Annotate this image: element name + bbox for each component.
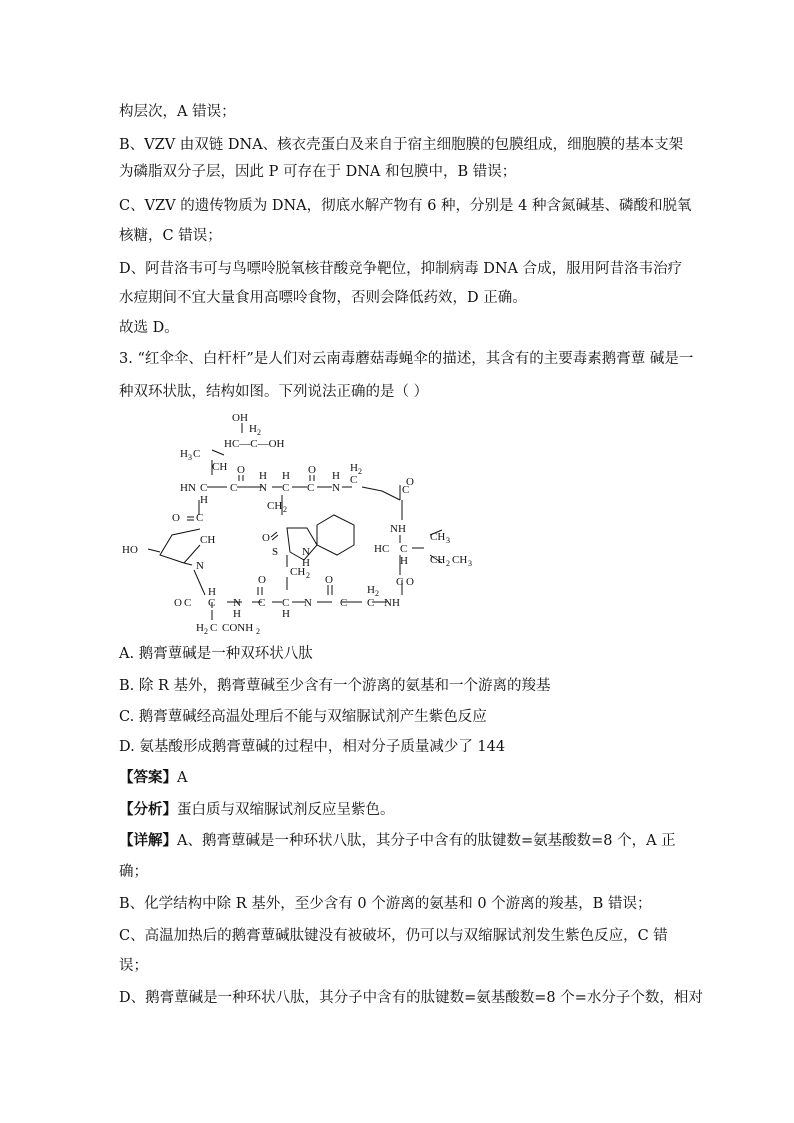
text-line: D、阿昔洛韦可与鸟嘌呤脱氧核苷酸竞争靶位，抑制病毒 DNA 合成，服用阿昔洛韦治疗 (119, 261, 683, 277)
answer-text: A (177, 770, 188, 786)
text-line: 水痘期间不宜大量食用高嘌呤食物，否则会降低药效，D 正确。 (119, 290, 527, 306)
structure-label: C (193, 448, 201, 460)
structure-label: H (282, 470, 290, 482)
text-line: B、VZV 由双链 DNA、核衣壳蛋白及来自于宿主细胞膜的包膜组成，细胞膜的基本支架 (119, 137, 684, 153)
structure-label: H (350, 462, 358, 474)
analysis-tag: 【分析】 (119, 801, 177, 818)
option-b: B. 除 R 基外，鹅膏蕈碱至少含有一个游离的氨基和一个游离的羧基 (119, 678, 551, 694)
structure-label: H (208, 586, 216, 598)
detail-tag: 【详解】 (119, 832, 177, 849)
structure-label: C (367, 597, 375, 609)
detail-line: D、鹅膏蕈碱是一种环状八肽，其分子中含有的肽键数=氨基酸数=8 个=水分子个数，相对 (119, 990, 703, 1006)
analysis-line (119, 800, 679, 820)
structure-label: C (396, 576, 404, 588)
structure-label: N (304, 597, 312, 609)
structure-label: C (282, 597, 290, 609)
option-d: D. 氨基酸形成鹅膏蕈碱的过程中，相对分子质量减少了 144 (119, 739, 506, 755)
structure-label: 2 (375, 589, 379, 598)
structure-label: 3 (446, 536, 450, 545)
structure-label: H (196, 622, 204, 634)
structure-label: N (196, 560, 204, 572)
structure-label: HO (122, 544, 138, 556)
structure-label: H (259, 470, 267, 482)
structure-label: NH (390, 523, 406, 535)
structure-label: OH (232, 412, 248, 424)
structure-label: O (406, 476, 414, 488)
structure-label: H (233, 608, 241, 620)
structure-label: CH (452, 554, 468, 566)
option-c: C. 鹅膏蕈碱经高温处理后不能与双缩脲试剂产生紫色反应 (119, 709, 487, 725)
structure-label: CONH (222, 622, 254, 634)
structure-label: C (307, 482, 315, 494)
structure-label: O (406, 576, 414, 588)
structure-label: CH (430, 554, 446, 566)
option-a: A. 鹅膏蕈碱是一种双环状八肽 (119, 646, 313, 662)
amanitin-structure-diagram (112, 405, 492, 640)
structure-label: N (332, 482, 340, 494)
structure-label: CH (200, 534, 216, 546)
structure-label: 2 (283, 505, 287, 514)
structure-label: 2 (358, 467, 362, 476)
structure-label: 3 (468, 559, 472, 568)
structure-label: C (210, 622, 218, 634)
detail-line (119, 831, 679, 851)
structure-label: H (180, 448, 188, 460)
structure-label: CH (267, 500, 283, 512)
structure-label: H (302, 557, 310, 569)
structure-label: 2 (306, 571, 310, 580)
structure-label: H (332, 470, 340, 482)
text-line: 构层次，A 错误； (119, 104, 236, 120)
detail-text: A、鹅膏蕈碱是一种环状八肽，其分子中含有的肽键数=氨基酸数=8 个，A 正 (177, 833, 676, 849)
structure-label: HC (374, 543, 390, 555)
text-line: C、VZV 的遗传物质为 DNA，彻底水解产物有 6 种，分别是 4 种含氮碱基、磷酸和脱氧 (119, 198, 692, 214)
structure-label: N (302, 546, 310, 558)
analysis-text: 蛋白质与双缩脲试剂反应呈紫色。 (177, 802, 395, 818)
answer-line (119, 768, 679, 788)
text-line: 核糖，C 错误； (119, 228, 222, 244)
structure-label: C (340, 597, 348, 609)
detail-line: B、化学结构中除 R 基外，至少含有 0 个游离的氨基和 0 个游离的羧基，B 错误； (119, 896, 652, 912)
structure-label: N (259, 482, 267, 494)
structure-label: C (196, 512, 204, 524)
structure-label: C (230, 482, 238, 494)
structure-label: C (402, 484, 410, 496)
structure-label: O (172, 512, 180, 524)
structure-label: 2 (446, 559, 450, 568)
structure-label: H (200, 494, 208, 506)
structure-label: O (308, 464, 316, 476)
structure-label: 2 (256, 627, 260, 636)
structure-label: S (272, 546, 279, 558)
structure-label: H (367, 584, 375, 596)
structure-label: CH (212, 461, 228, 473)
structure-label: O (325, 574, 333, 586)
structure-label: C (200, 482, 208, 494)
structure-label: C (350, 474, 358, 486)
structure-label: C (208, 597, 216, 609)
structure-label: 2 (204, 627, 208, 636)
structure-label: C (184, 597, 192, 609)
text-line: 故选 D。 (119, 320, 179, 336)
structure-label: O (258, 574, 266, 586)
structure-label: H (282, 608, 290, 620)
structure-label: O (237, 464, 245, 476)
question-stem: 种双环状肽，结构如图。下列说法正确的是（ ） (119, 384, 429, 400)
detail-line: 确； (119, 864, 148, 880)
structure-label: H (249, 423, 257, 435)
text-line: 为磷脂双分子层，因此 P 可存在于 DNA 和包膜中，B 错误； (119, 164, 517, 180)
structure-label: 3 (188, 453, 192, 462)
structure-label: O (174, 597, 182, 609)
structure-label: 2 (257, 428, 261, 437)
structure-label: C (282, 482, 290, 494)
detail-line: C、高温加热后的鹅膏蕈碱肽键没有被破坏，仍可以与双缩脲试剂发生紫色反应，C 错 (119, 928, 668, 944)
structure-label: H (400, 555, 408, 567)
structure-label: CH (290, 566, 306, 578)
structure-label: CH (430, 531, 446, 543)
structure-label: C (258, 597, 266, 609)
structure-label: C (400, 543, 408, 555)
structure-label: O (262, 532, 270, 544)
answer-tag: 【答案】 (119, 769, 177, 786)
structure-label: N (233, 597, 241, 609)
structure-label: NH (384, 597, 400, 609)
detail-line: 误； (119, 958, 148, 974)
structure-label: HC—C—OH (224, 438, 285, 450)
structure-label: HN (180, 482, 196, 494)
question-stem: 3. “红伞伞、白杆杆”是人们对云南毒蘑菇毒蝇伞的描述，其含有的主要毒素鹅膏蕈 碱是一 (119, 351, 694, 367)
